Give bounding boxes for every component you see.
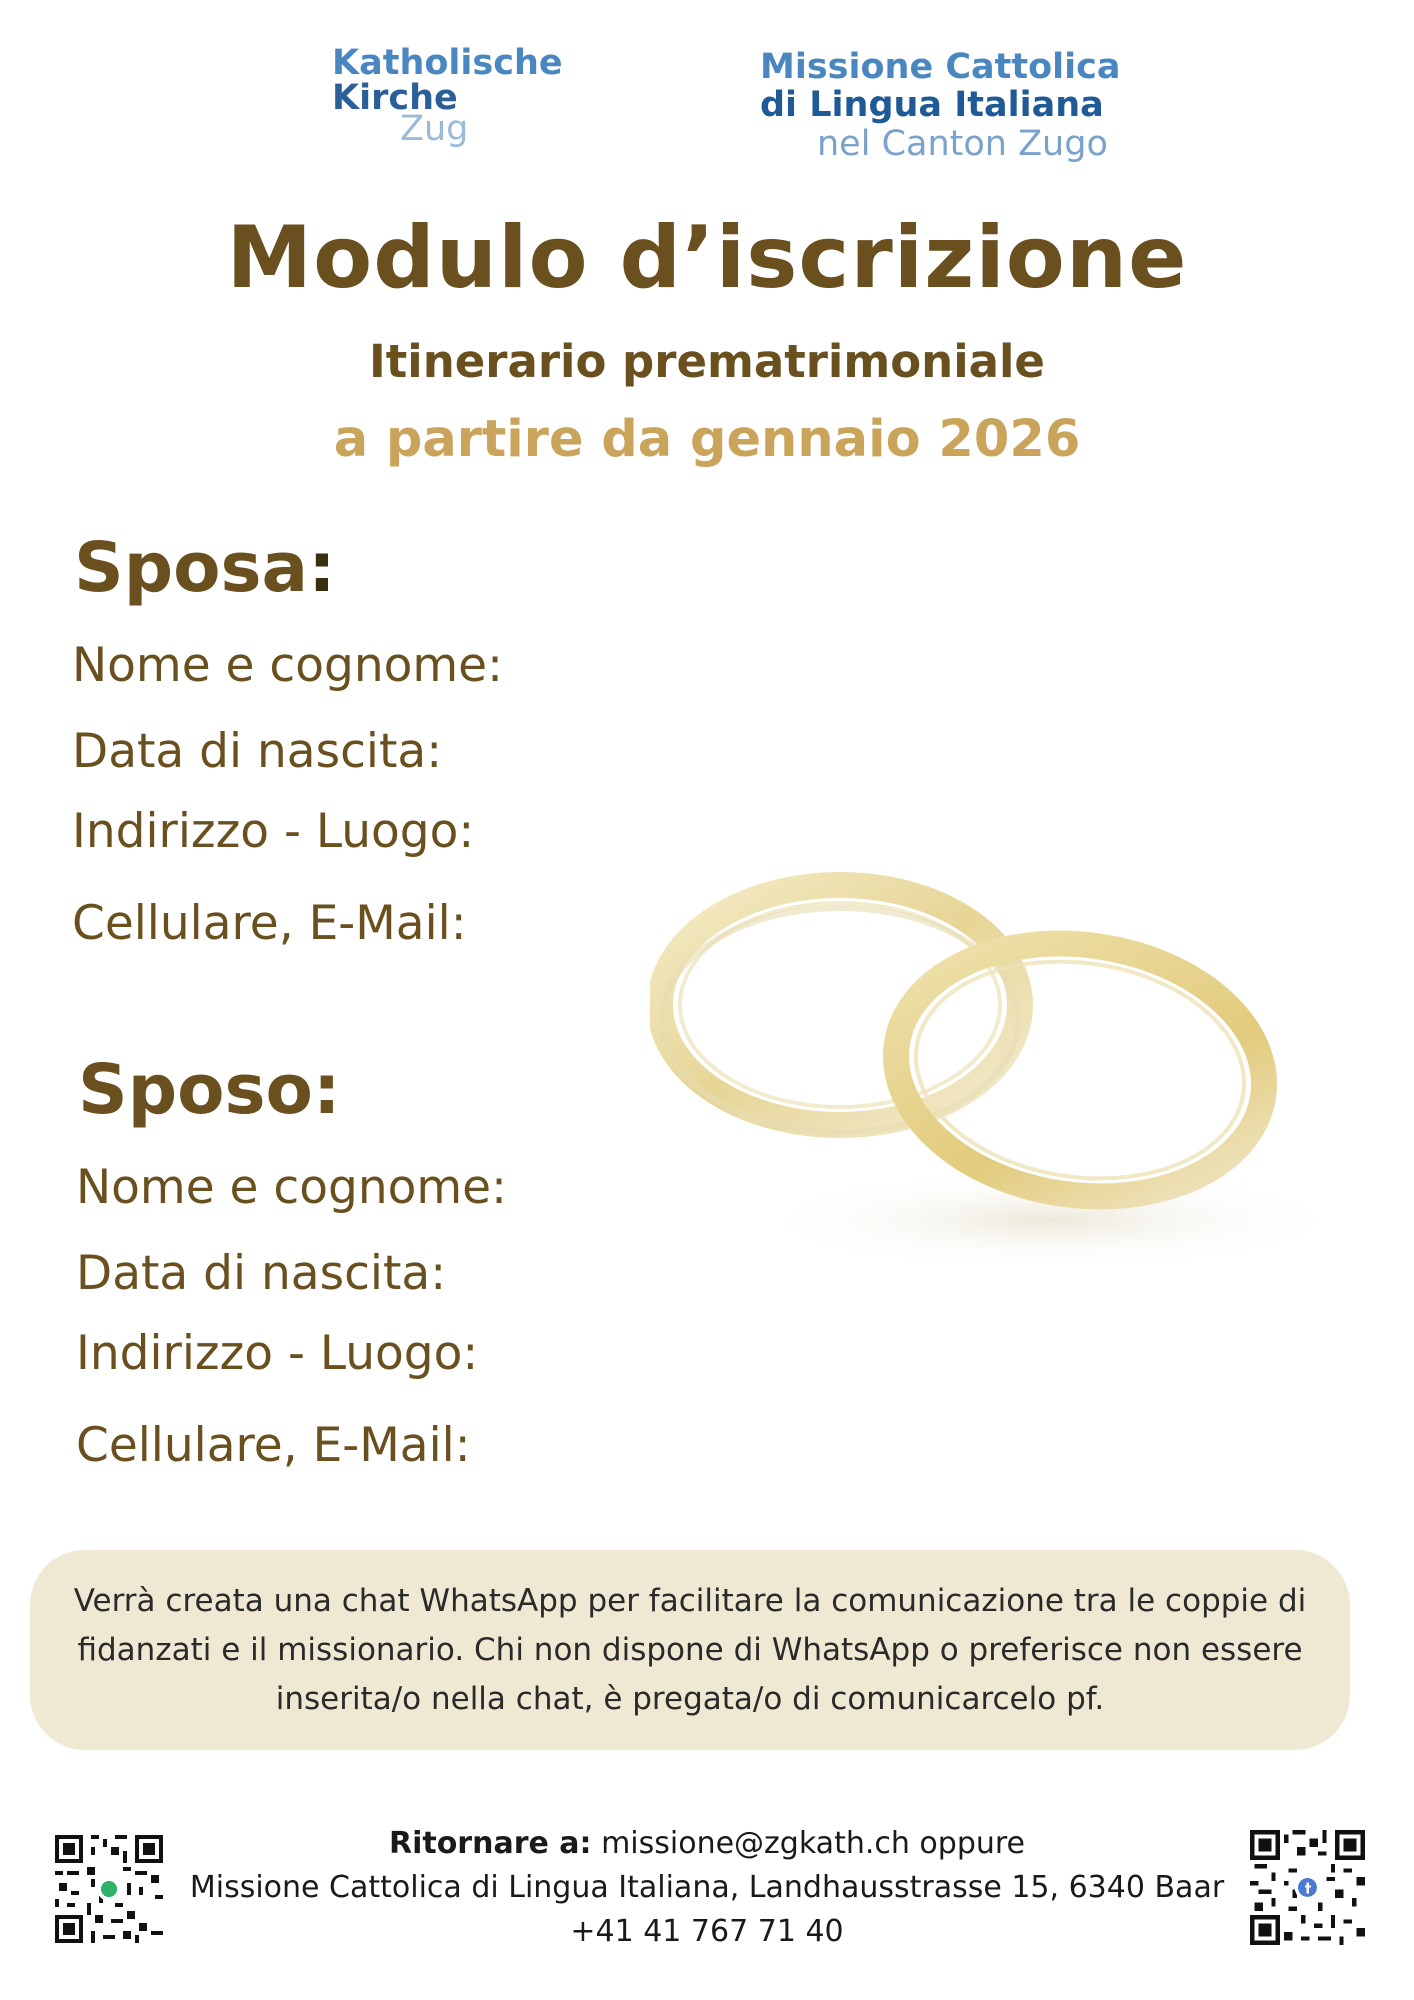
logo-mc-line1: Missione Cattolica <box>760 47 1121 87</box>
return-line <box>160 1822 1254 1866</box>
logo-kk-line2: Kirche <box>332 78 458 118</box>
sposa-address-field[interactable]: Indirizzo - Luogo: <box>72 804 475 859</box>
sposo-contact-field[interactable]: Cellulare, E-Mail: <box>76 1418 471 1473</box>
logo-mc-line3: nel Canton Zugo <box>817 124 1108 164</box>
footer-phone[interactable]: +41 41 767 71 40 <box>570 1914 844 1949</box>
info-line-2: fidanzati e il missionario. Chi non dispone di WhatsApp o preferisce non essere <box>77 1631 1303 1668</box>
logo-kk-line1: Katholische <box>332 43 563 83</box>
sposa-heading-text: Sposa <box>74 528 309 608</box>
sposa-birthdate-field[interactable]: Data di nascita: <box>72 724 443 779</box>
wedding-rings-image <box>650 860 1330 1280</box>
logo-mc-line2: di Lingua Italiana <box>760 85 1104 125</box>
sposa-contact-field[interactable]: Cellulare, E-Mail: <box>72 896 467 951</box>
return-email[interactable]: missione@zgkath.ch oppure <box>591 1826 1026 1861</box>
sposo-heading: Sposo: <box>78 1050 341 1130</box>
page-title: Modulo d’iscrizione <box>226 208 1188 308</box>
logo-kk-line3: Zug <box>400 109 469 149</box>
sposa-heading <box>74 528 336 608</box>
page-subtitle: Itinerario prematrimoniale <box>369 335 1045 388</box>
whatsapp-qr-icon[interactable] <box>55 1835 163 1943</box>
return-label: Ritornare a: <box>388 1826 592 1861</box>
sposo-birthdate-field[interactable]: Data di nascita: <box>76 1246 447 1301</box>
whatsapp-info-box <box>30 1550 1350 1750</box>
katholische-kirche-zug-logo <box>332 43 563 149</box>
facebook-qr-icon[interactable] <box>1250 1830 1365 1945</box>
sposo-name-field[interactable]: Nome e cognome: <box>76 1160 507 1215</box>
footer-contact <box>160 1822 1254 1954</box>
missione-cattolica-logo <box>760 47 1121 164</box>
info-line-3: inserita/o nella chat, è pregata/o di comunicarcelo pf. <box>275 1680 1105 1717</box>
sposa-name-field[interactable]: Nome e cognome: <box>72 638 503 693</box>
info-line-1: Verrà creata una chat WhatsApp per facilitare la comunicazione tra le coppie di <box>73 1582 1307 1619</box>
start-date-line: a partire da gennaio 2026 <box>333 410 1081 469</box>
whatsapp-info-text <box>60 1577 1320 1724</box>
sposa-heading-colon: : <box>308 528 336 608</box>
sposo-address-field[interactable]: Indirizzo - Luogo: <box>76 1326 479 1381</box>
footer-address: Missione Cattolica di Lingua Italiana, Landhausstrasse 15, 6340 Baar <box>189 1870 1225 1905</box>
